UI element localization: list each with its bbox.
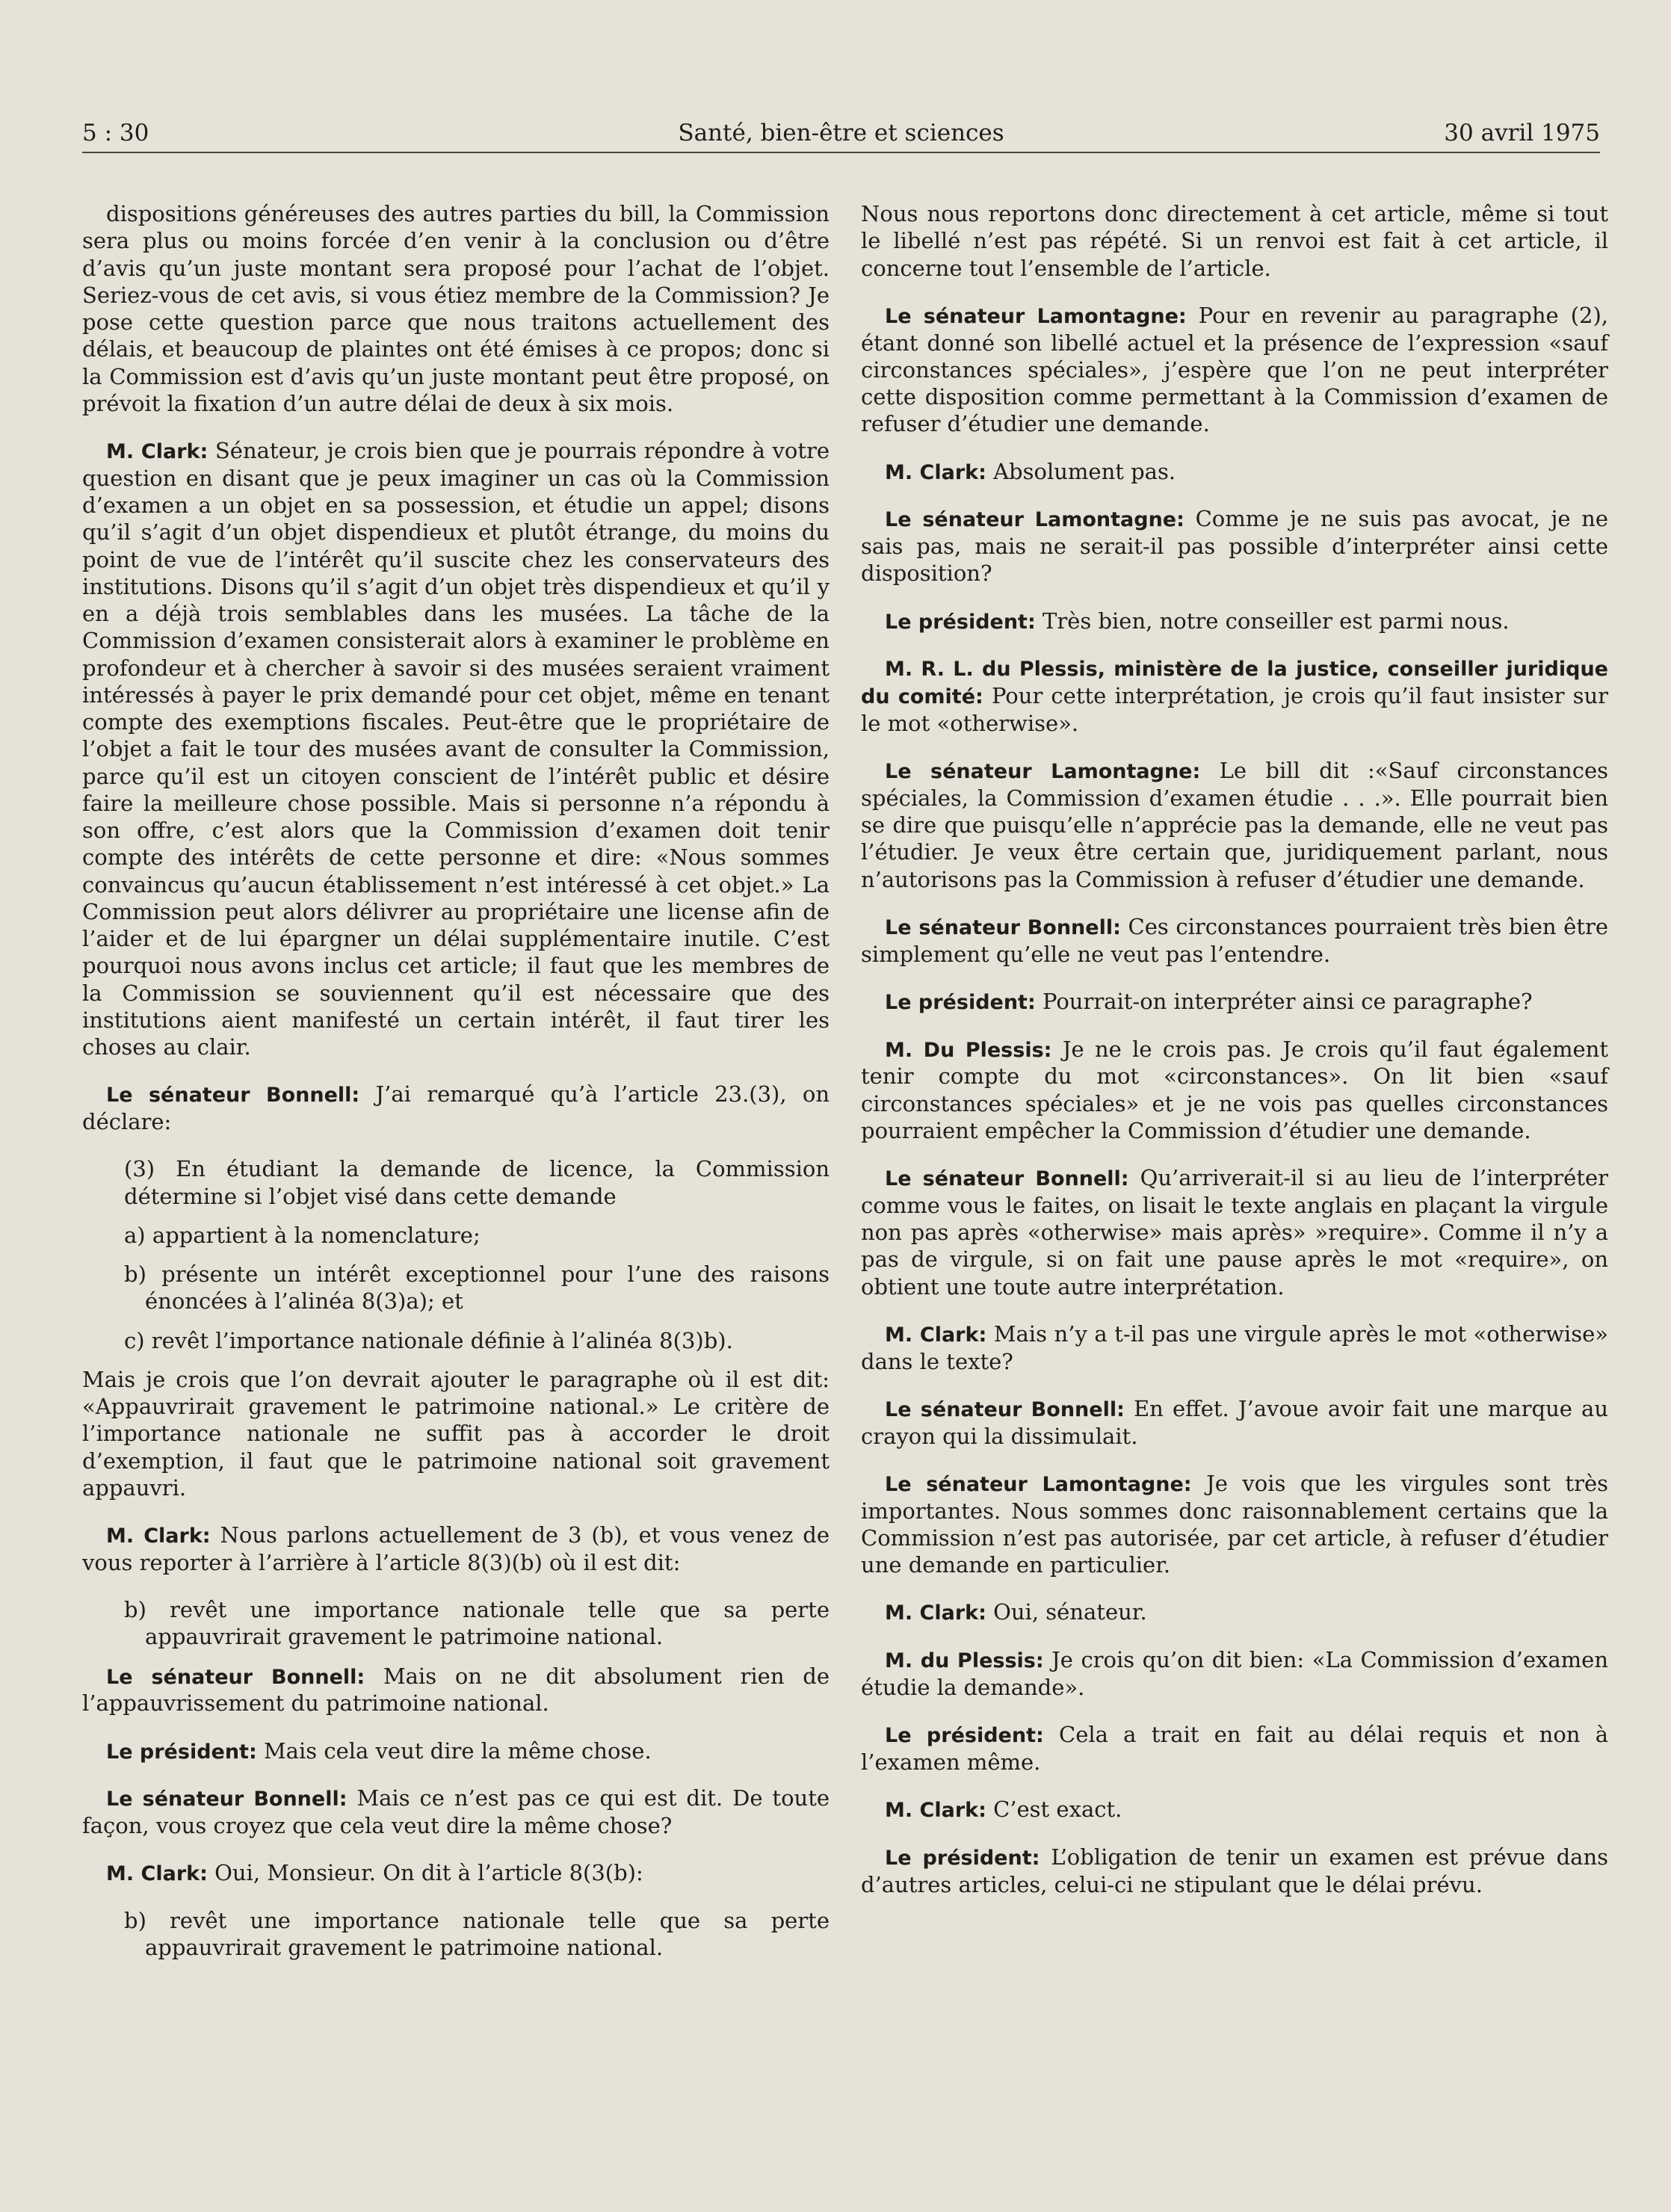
paragraph-text: Nous parlons actuellement de 3 (b), et vous venez de vous reporter à l’arrière à l’article 8(3)(b) où il est dit: xyxy=(82,1522,830,1575)
speaker-paragraph xyxy=(861,757,1608,893)
paragraph-text: En effet. J’avoue avoir fait une marque au crayon qui la dissimulait. xyxy=(861,1395,1609,1449)
speaker-name: M. Clark: xyxy=(106,440,209,463)
speaker-name: M. Clark: xyxy=(885,1799,986,1822)
speaker-paragraph xyxy=(861,1395,1608,1450)
speaker-name: Le sénateur Bonnell: xyxy=(106,1084,360,1107)
quoted-text: (3) En étudiant la demande de licence, la Commission détermine si l’objet visé dans cette demande xyxy=(124,1156,830,1209)
speaker-name: M. Clark: xyxy=(106,1862,208,1886)
paragraph-text: Pour en revenir au paragraphe (2), étant donné son libellé actuel et la présence de l’expression «sauf circonstances spéciales», j’espère que l’on ne peut interpréter cette disposition comme permettant à la Commission d’examen de refuser d’étudier une demande. xyxy=(861,302,1609,437)
paragraph-text: Nous nous reportons donc directement à cet article, même si tout le libellé n’est pas répété. Si un renvoi est fait à cet article, il concerne tout l’ensemble de l’article. xyxy=(861,201,1608,281)
speaker-paragraph xyxy=(861,302,1608,438)
paragraph-text: J’ai remarqué qu’à l’article 23.(3), on déclare: xyxy=(82,1081,830,1134)
paragraph-text: dispositions généreuses des autres parties du bill, la Commission sera plus ou moins forcée d’en venir à la conclusion ou d’être d’avis qu’un juste montant sera proposé pour l’achat de l’objet. Seriez-vous de cet avis, si vous étiez membre de la Commission? Je pose cette question parce que nous traitons actuellement des délais, et beaucoup de plaintes ont été émises à ce propos; donc si la Commission est d’avis qu’un juste montant peut être proposé, on prévoit la fixation d’un autre délai de deux à six mois. xyxy=(82,201,830,416)
header-rule xyxy=(82,152,1600,153)
paragraph xyxy=(861,200,1608,282)
paragraph-text: Le bill dit :«Sauf circonstances spéciales, la Commission d’examen étudie . . .». Elle pourrait bien se dire que puisqu’elle n’apprécie pas la demande, elle ne veut pas l’étudier. Je veux être certain que, juridiquement parlant, nous n’autorisons pas la Commission à refuser d’étudier une demande. xyxy=(861,758,1609,892)
speaker-paragraph xyxy=(861,1646,1608,1701)
paragraph-text: Sénateur, je crois bien que je pourrais répondre à votre question en disant que je peux imaginer un cas où la Commission d’examen a un objet en sa possession, et étudie un appel; disons qu’il s’agit d’un objet dispendieux et plutôt étrange, du moins du point de vue de l’intérêt qu’il suscite chez les conservateurs des institutions. Disons qu’il s’agit d’un objet très dispendieux et qu’il y en a déjà trois semblables dans les musées. La tâche de la Commission d’examen consisterait alors à examiner le problème en profondeur et à chercher à savoir si des musées seraient vraiment intéressés à payer le prix demandé pour cet objet, même en tenant compte des exemptions fiscales. Peut-être que le propriétaire de l’objet a fait le tour des musées avant de consulter la Commission, parce qu’il est un citoyen conscient de l’intérêt public et désire faire la meilleure chose possible. Mais si personne n’a répondu à son offre, c’est alors que la Commission d’examen doit tenir compte des intérêts de cette personne et dire: «Nous sommes convaincus qu’aucun établissement n’est intéressé à cet objet.» La Commission peut alors délivrer au propriétaire une license afin de l’aider et de lui épargner un délai supplémentaire inutile. C’est pourquoi nous avons inclus cet article; il faut que les membres de la Commission se souviennent qu’il est nécessaire que des institutions aient manifesté un certain intérêt, il faut tirer les choses au clair. xyxy=(82,438,830,1060)
paragraph-text: Mais je crois que l’on devrait ajouter le paragraphe où il est dit: «Appauvrirait gravement le patrimoine national.» Le critère de l’importance nationale ne suffit pas à accorder le droit d’exemption, il faut que le patrimoine national soit gravement appauvri. xyxy=(82,1366,830,1501)
speaker-paragraph xyxy=(861,1598,1608,1626)
paragraph-text: Mais on ne dit absolument rien de l’appauvrissement du patrimoine national. xyxy=(82,1663,830,1717)
right-column xyxy=(861,200,1608,1918)
speaker-paragraph xyxy=(82,1737,830,1765)
speaker-name: Le sénateur Lamontagne: xyxy=(885,508,1184,532)
quoted-text: a) appartient à la nomenclature; xyxy=(124,1222,481,1248)
speaker-name: Le sénateur Bonnell: xyxy=(106,1665,365,1689)
paragraph-text: Oui, Monsieur. On dit à l’article 8(3(b): xyxy=(214,1860,643,1886)
speaker-paragraph xyxy=(861,458,1608,486)
speaker-paragraph xyxy=(861,1796,1608,1823)
speaker-name: M. Clark: xyxy=(885,1601,986,1625)
speaker-name: Le sénateur Lamontagne: xyxy=(885,760,1201,783)
speaker-name: Le président: xyxy=(885,1724,1044,1747)
speaker-paragraph xyxy=(861,1164,1608,1300)
paragraph-text: Je vois que les virgules sont très importantes. Nous sommes donc raisonnablement certains que la Commission n’est pas autorisée, par cet article, à refuser d’étudier une demande en particulier. xyxy=(861,1470,1608,1578)
speaker-paragraph xyxy=(861,1036,1608,1145)
speaker-name: Le sénateur Bonnell: xyxy=(885,1167,1129,1190)
speaker-paragraph xyxy=(82,1785,830,1839)
speaker-name: Le président: xyxy=(885,1846,1040,1870)
speaker-name: M. R. L. du Plessis, ministère de la justice, conseiller juridique du comité: xyxy=(861,658,1608,708)
speaker-paragraph xyxy=(861,608,1608,635)
issue-date: 30 avril 1975 xyxy=(1444,120,1600,146)
paragraph-text: L’obligation de tenir un examen est prévue dans d’autres articles, celui-ci ne stipulant que le délai prévu. xyxy=(861,1844,1609,1897)
paragraph-text: Je crois qu’on dit bien: «La Commission d’examen étudie la demande». xyxy=(861,1647,1609,1700)
speaker-name: Le président: xyxy=(106,1740,257,1764)
speaker-paragraph xyxy=(861,1320,1608,1375)
speaker-paragraph xyxy=(861,1844,1608,1898)
speaker-paragraph xyxy=(82,1859,830,1887)
speaker-name: M. Clark: xyxy=(106,1524,211,1548)
speaker-name: Le président: xyxy=(885,990,1036,1014)
speaker-paragraph xyxy=(82,1663,830,1717)
left-column xyxy=(82,200,830,1974)
paragraph xyxy=(82,1366,830,1501)
paragraph-text: Absolument pas. xyxy=(993,458,1176,484)
speaker-paragraph xyxy=(861,655,1608,737)
speaker-name: M. Du Plessis: xyxy=(885,1038,1052,1062)
paragraph-text: C’est exact. xyxy=(993,1797,1122,1822)
page-number: 5 : 30 xyxy=(82,120,149,146)
speaker-name: M. du Plessis: xyxy=(885,1649,1044,1672)
quoted-text: c) revêt l’importance nationale définie à l’alinéa 8(3)b). xyxy=(124,1327,733,1353)
paragraph-text: Très bien, notre conseiller est parmi nous. xyxy=(1042,608,1510,634)
paragraph-text: Oui, sénateur. xyxy=(993,1599,1147,1625)
quoted-text: b) revêt une importance nationale telle que sa perte appauvrirait gravement le patrimoine national. xyxy=(124,1908,830,1961)
speaker-name: Le sénateur Bonnell: xyxy=(885,1397,1125,1421)
paragraph-text: Mais n’y a t-il pas une virgule après le mot «otherwise» dans le texte? xyxy=(861,1320,1608,1374)
paragraph-text: Pourrait-on interpréter ainsi ce paragraphe? xyxy=(1042,988,1533,1014)
speaker-name: M. Clark: xyxy=(885,1323,987,1347)
paragraph-text: Ces circonstances pourraient très bien être simplement qu’elle ne veut pas l’entendre. xyxy=(861,913,1608,967)
speaker-name: Le sénateur Bonnell: xyxy=(106,1788,348,1811)
speaker-name: Le sénateur Lamontagne: xyxy=(885,1472,1192,1496)
quoted-text: b) revêt une importance nationale telle que sa perte appauvrirait gravement le patrimoine national. xyxy=(124,1597,830,1650)
speaker-paragraph xyxy=(861,913,1608,968)
speaker-paragraph xyxy=(861,1721,1608,1776)
paragraph-text: Mais ce n’est pas ce qui est dit. De toute façon, vous croyez que cela veut dire la même chose? xyxy=(82,1785,830,1838)
speaker-name: M. Clark: xyxy=(885,460,986,484)
speaker-name: Le sénateur Lamontagne: xyxy=(885,304,1187,328)
speaker-name: Le président: xyxy=(885,610,1036,634)
quoted-text: b) présente un intérêt exceptionnel pour l’une des raisons énoncées à l’alinéa 8(3)a); et xyxy=(124,1261,830,1314)
committee-title: Santé, bien-être et sciences xyxy=(678,120,1004,146)
paragraph xyxy=(82,200,830,417)
speaker-paragraph xyxy=(82,1521,830,1576)
paragraph-text: Qu’arriverait-il si au lieu de l’interpréter comme vous le faites, on lisait le texte anglais en plaçant la virgule non pas après «otherwise» mais après» »require». Comme il n’y a pas de virgule, si on fait une pause après le mot «require», on obtient une toute autre interprétation. xyxy=(861,1165,1608,1300)
paragraph-text: Pour cette interprétation, je crois qu’il faut insister sur le mot «otherwise». xyxy=(861,683,1609,736)
paragraph-text: Cela a trait en fait au délai requis et non à l’examen même. xyxy=(861,1722,1609,1775)
paragraph-text: Je ne le crois pas. Je crois qu’il faut également tenir compte du mot «circonstances». On lit bien «sauf circonstances spéciales» et je ne vois pas quelles circonstances pourraient empêcher la Commission d’étudier une demande. xyxy=(861,1036,1609,1143)
speaker-paragraph xyxy=(82,437,830,1060)
speaker-name: Le sénateur Bonnell: xyxy=(885,915,1121,939)
paragraph-text: Mais cela veut dire la même chose. xyxy=(263,1737,652,1764)
speaker-paragraph xyxy=(82,1081,830,1135)
speaker-paragraph xyxy=(861,1470,1608,1579)
paragraph-text: Comme je ne suis pas avocat, je ne sais pas, mais ne serait-il pas possible d’interpréter ainsi cette disposition? xyxy=(861,506,1609,587)
speaker-paragraph xyxy=(861,988,1608,1016)
page-header xyxy=(82,120,1600,155)
speaker-paragraph xyxy=(861,505,1608,587)
